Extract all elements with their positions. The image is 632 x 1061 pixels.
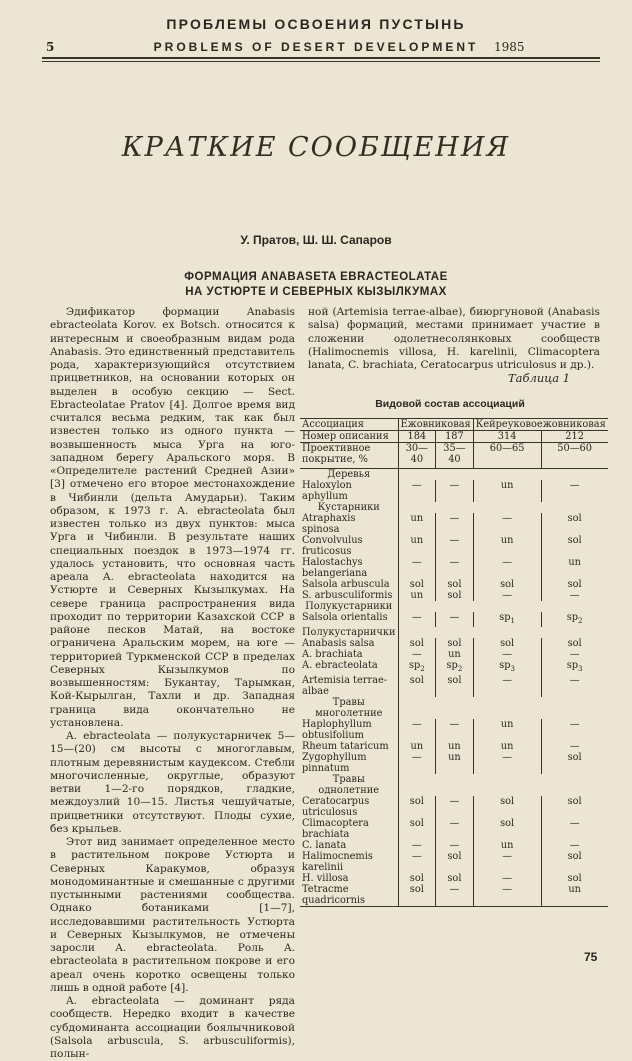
species-name: Haplophyllum obtusifolium xyxy=(302,718,372,741)
table-row xyxy=(300,796,608,818)
table-cell: 187 xyxy=(436,431,474,443)
article-title xyxy=(0,270,632,300)
table-cell: un xyxy=(398,590,436,601)
table-row xyxy=(300,480,608,502)
group-spacer xyxy=(398,502,608,513)
table-cell: — xyxy=(473,590,541,601)
table-cell: sol xyxy=(541,752,608,774)
table-cell: 50—60 xyxy=(541,443,608,469)
table-group-row xyxy=(300,697,608,719)
table-group-row xyxy=(300,601,608,612)
species-name: Salsola orientalis xyxy=(302,612,388,623)
paragraph: A. ebracteolata — доминант ряда сообществ. Нередко входит в качестве субдоминанта ассоциации боялычниковой (Salsola arbuscula, S. arbusculiformis), полын- xyxy=(50,995,295,1060)
table-row xyxy=(300,873,608,884)
table-row xyxy=(300,675,608,697)
species-table xyxy=(300,418,608,907)
species-name: C. lanata xyxy=(302,839,347,851)
left-column xyxy=(50,306,295,1061)
table-row xyxy=(300,741,608,752)
table-cell: 30—40 xyxy=(398,443,436,469)
table-cell: 184 xyxy=(398,431,436,443)
group-name: Деревья xyxy=(327,469,371,480)
right-column xyxy=(308,306,600,372)
page-number: 75 xyxy=(584,950,598,964)
table-row xyxy=(300,840,608,851)
species-name: Salsola arbuscula xyxy=(302,579,390,590)
table-cell: sol xyxy=(398,675,436,697)
table-cell: sol xyxy=(436,638,474,649)
species-name: S. arbusculiformis xyxy=(302,590,393,601)
table-cell: — xyxy=(541,719,608,741)
table-cell: sol xyxy=(436,579,474,590)
table-cell: un xyxy=(436,741,474,752)
table-cell: — xyxy=(436,884,474,907)
species-name: Climacoptera brachiata xyxy=(302,817,369,840)
table-cell: sol xyxy=(473,796,541,818)
section-title: КРАТКИЕ СООБЩЕНИЯ xyxy=(121,132,511,163)
table-cell: un xyxy=(473,535,541,557)
table-cell: — xyxy=(436,840,474,851)
table-row xyxy=(300,884,608,907)
paragraph: Этот вид занимает определенное место в растительном покрове Устюрта и Северных Каракумов, образуя монодоминантные и смешанные с другими пустынными растениями сообщества. Однако ботаниками [1—7], исследовавшими растительность Устюрта и Северных Кызылкумов, не отмечены заросли A. ebracteolata. Роль A. ebracteolata в растительном покрове и его ареал очень коротко освещены только лишь в одной работе [4]. xyxy=(50,836,295,994)
table-cell: — xyxy=(473,873,541,884)
table-cell: — xyxy=(436,796,474,818)
species-name: Halimocnemis karelinii xyxy=(302,850,373,873)
table-row xyxy=(300,752,608,774)
species-name: Halostachys belangeriana xyxy=(302,557,368,579)
table-cell: un xyxy=(541,884,608,907)
table-cell: un xyxy=(398,513,436,535)
table-cell: — xyxy=(473,649,541,660)
table-cell: — xyxy=(473,513,541,535)
table-row xyxy=(300,851,608,873)
table-cell: $sp_2$ xyxy=(436,660,474,675)
table-label: Таблица 1 xyxy=(508,371,571,385)
table-cell: sol xyxy=(541,535,608,557)
table-cell: 60—65 xyxy=(473,443,541,469)
table-cell: — xyxy=(436,513,474,535)
table-cell: sol xyxy=(473,638,541,649)
group-name: Кустарники xyxy=(317,502,380,513)
table-cell: — xyxy=(473,851,541,873)
table-cell: un xyxy=(398,741,436,752)
table-title: Видовой состав ассоциаций xyxy=(375,398,525,410)
table-cell: — xyxy=(541,649,608,660)
issue-year: 1985 xyxy=(494,40,525,54)
column-group-2: Кейреуковоежовниковая xyxy=(473,419,608,431)
table-cell: — xyxy=(436,480,474,502)
table-cell: un xyxy=(473,480,541,502)
table-row xyxy=(300,612,608,627)
species-name: Anabasis salsa xyxy=(302,637,375,649)
species-name: Haloxylon aphyllum xyxy=(302,480,352,502)
group-name: Полукустарнички xyxy=(302,626,396,638)
table-cell: sol xyxy=(473,579,541,590)
article-title-line-2: НА УСТЮРТЕ И СЕВЕРНЫХ КЫЗЫЛКУМАХ xyxy=(185,286,447,298)
table-cell: $sp_3$ xyxy=(541,660,608,675)
table-row xyxy=(300,513,608,535)
table-cell: — xyxy=(436,612,474,627)
table-cell: 35—40 xyxy=(436,443,474,469)
table-cell: un xyxy=(436,752,474,774)
table-row xyxy=(300,535,608,557)
table-cell: sol xyxy=(398,873,436,884)
paragraph: Эдификатор формации Anabasis ebracteolata Korov. ex Botsch. относится к интересным и своеобразным видам рода Anabasis. Это единственный представитель рода, характеризующийся отсутствием прицветников, на основании которых он выделен в особую секцию — Sect. Ebracteolatae Pratov [4]. Долгое время вид считался весьма редким, так как был известен только из одного пункта — возвышенность мыса Урга на юго-западном берегу Аральского моря. В «Определителе растений Средней Азии» [3] отмечено его второе местонахождение в Чибинли (дельта Амударьи). Таким образом, к 1973 г. A. ebracteolata был известен только из двух пунктов: мыса Урга и Чибинли. В результате наших специальных поездок в 1973—1974 гг. удалось установить, что основная часть ареала A. ebracteolata находится на Устюрте и Северных Кызылкумах. На севере граница распространения вида проходит по территории Казахской ССР в районе песков Матай, на востоке ограничена Аральским морем, на юге — территорией Туркменской ССР в пределах Северных Кызылкумов по возвышенностям: Букантау, Тарымкан, Кой-Кырылган, Тахли и др. Западная граница вида окончательно не установлена. xyxy=(50,306,295,729)
species-name: Atraphaxis spinosa xyxy=(302,513,356,535)
group-name: Травы многолетние xyxy=(315,696,383,719)
table-cell: un xyxy=(541,557,608,579)
table-cell: un xyxy=(398,535,436,557)
table-cell: — xyxy=(473,675,541,697)
table-cell: un xyxy=(473,719,541,741)
table-cell: 212 xyxy=(541,431,608,443)
species-name: Rheum tataricum xyxy=(302,740,389,752)
species-name: A. brachiata xyxy=(302,648,363,660)
table-group-row xyxy=(300,627,608,638)
table-cell: sol xyxy=(436,873,474,884)
species-name: Convolvulus fruticosus xyxy=(302,535,363,557)
species-name: H. villosa xyxy=(302,872,349,884)
group-spacer xyxy=(398,627,608,638)
table-cell: sol xyxy=(436,675,474,697)
table-row xyxy=(300,557,608,579)
table-cell: $sp_1$ xyxy=(473,612,541,627)
table-cell: — xyxy=(436,818,474,840)
table-cell: — xyxy=(436,557,474,579)
table-cell: sol xyxy=(398,884,436,907)
table-row xyxy=(300,649,608,660)
species-name: Artemisia terrae-albae xyxy=(302,674,388,697)
group-name: Полукустарники xyxy=(305,601,393,612)
table-row xyxy=(300,660,608,675)
species-name: Ceratocarpus utriculosus xyxy=(302,795,370,818)
header-rule-thin xyxy=(42,61,600,62)
table-group-row xyxy=(300,469,608,481)
species-name: A. ebracteolata xyxy=(302,659,378,671)
group-name: Травы однолетние xyxy=(318,773,380,796)
table-cell: — xyxy=(398,480,436,502)
group-spacer xyxy=(398,469,608,481)
table-cell: — xyxy=(473,557,541,579)
table-row xyxy=(300,719,608,741)
journal-title-en: PROBLEMS OF DESERT DEVELOPMENT xyxy=(153,40,479,54)
table-cell: — xyxy=(398,851,436,873)
table-cell: — xyxy=(541,840,608,851)
table-cell: — xyxy=(398,612,436,627)
table-cell: — xyxy=(473,884,541,907)
table-cell: sol xyxy=(398,579,436,590)
paragraph: A. ebracteolata — полукустарничек 5—15—(20) см высоты с многоглавым, плотным деревянистым каудексом. Стебли многочисленные, округлые, образуют ветви 1—2-го порядков, гладкие, междоузлий 10—15. Листья чешуйчатые, прицветники отсутствуют. Плоды сухие, без крыльев. xyxy=(50,730,295,835)
group-spacer xyxy=(398,774,608,796)
table-cell: — xyxy=(473,752,541,774)
row-label-number: Номер описания xyxy=(302,431,389,442)
table-row xyxy=(300,638,608,649)
table-cell: sol xyxy=(541,638,608,649)
journal-title-ru: ПРОБЛЕМЫ ОСВОЕНИЯ ПУСТЫНЬ xyxy=(166,16,466,32)
issue-number: 5 xyxy=(46,40,55,54)
table-cell: un xyxy=(473,840,541,851)
table-cell: — xyxy=(398,840,436,851)
table-cell: — xyxy=(541,590,608,601)
paragraph: ной (Artemisia terrae-albae), биюргуновой (Anabasis salsa) формаций, местами принимает участие в сложении одолетнесолянковых сообществ (Halimocnemis villosa, H. karelinii, Climacoptera lanata, C. brachiata, Ceratocarpus utriculosus и др.). xyxy=(308,306,600,371)
header-rule xyxy=(42,57,600,59)
table-cell: — xyxy=(541,480,608,502)
table-cell: — xyxy=(398,557,436,579)
table-row xyxy=(300,818,608,840)
table-cell: — xyxy=(398,649,436,660)
table-cell: — xyxy=(541,818,608,840)
row-label-cover: Проективное покрытие, % xyxy=(302,443,371,465)
table-cell: — xyxy=(436,535,474,557)
table-group-row xyxy=(300,502,608,513)
table-cell: un xyxy=(473,741,541,752)
table-cell: sol xyxy=(473,818,541,840)
table-cell: — xyxy=(398,752,436,774)
table-cell: sol xyxy=(398,796,436,818)
table-cell: — xyxy=(436,719,474,741)
species-name: Tetracme quadricornis xyxy=(302,883,366,906)
table-cell: sol xyxy=(541,513,608,535)
column-group-1: Ежовниковая xyxy=(398,419,473,431)
article-title-line-1: ФОРМАЦИЯ ANABASETA EBRACTEOLATAE xyxy=(184,271,448,283)
table-cell: sol xyxy=(541,851,608,873)
group-spacer xyxy=(398,697,608,719)
table-group-row xyxy=(300,774,608,796)
table-cell: — xyxy=(541,675,608,697)
article-authors: У. Пратов, Ш. Ш. Сапаров xyxy=(240,233,392,247)
table-cell: 314 xyxy=(473,431,541,443)
table-row xyxy=(300,579,608,590)
table-row xyxy=(300,590,608,601)
column-header-association: Ассоциация xyxy=(300,419,398,431)
table-cell: — xyxy=(398,719,436,741)
table-cell: un xyxy=(436,649,474,660)
table-cell: sol xyxy=(398,638,436,649)
table-cell: sol xyxy=(398,818,436,840)
table-cell: sol xyxy=(541,579,608,590)
table-cell: $sp_3$ xyxy=(473,660,541,675)
table-cell: — xyxy=(541,741,608,752)
table-cell: sol xyxy=(541,873,608,884)
table-cell: sol xyxy=(436,851,474,873)
species-name: Zygophyllum pinnatum xyxy=(302,751,367,774)
table-cell: sol xyxy=(436,590,474,601)
table-cell: $sp_2$ xyxy=(398,660,436,675)
group-spacer xyxy=(398,601,608,612)
table-cell: sol xyxy=(541,796,608,818)
table-cell: $sp_2$ xyxy=(541,612,608,627)
